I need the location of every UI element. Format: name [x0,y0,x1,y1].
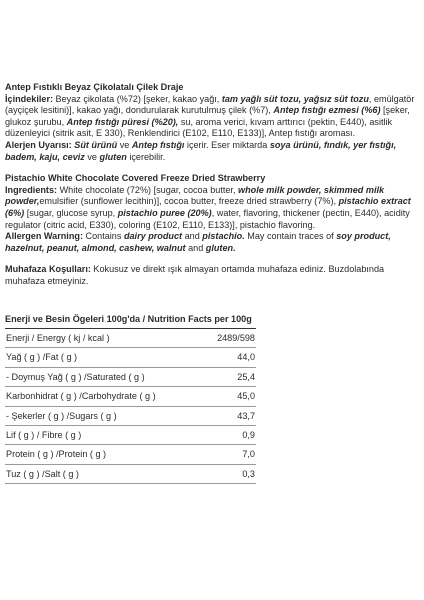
emphasis-text: Antep fıstığı püresi (%20), [66,116,179,127]
storage-label: Muhafaza Koşulları: [5,264,91,275]
turkish-allergen-warning [5,140,417,163]
english-ingredients-text [5,185,411,230]
storage-text: Kokusuz ve direkt ışık almayan ortamda muhafaza ediniz. Buzdolabında muhafaza etmeyiniz. [5,264,385,286]
nutrition-value: 2489/598 [217,333,255,344]
emphasis-text: Antep fıstığı [131,139,185,150]
nutrition-value: 25,4 [237,371,255,382]
body-text: [şeker, glukoz şurubu, [5,105,410,127]
nutrition-title: Enerji ve Besin Ögeleri 100g'da / Nutrition Facts per 100g [5,313,252,324]
body-text: White chocolate (72%) [sugar, cocoa butter, [57,184,239,195]
emphasis-text: whole milk powder, skimmed milk powder, [5,184,385,207]
body-text: içerir. Eser miktarda [184,139,270,150]
emphasis-text: pistachio. [202,231,245,242]
nutrition-value: 0,3 [242,468,255,479]
english-allergen-warning [5,231,417,254]
body-text: May contain traces of [244,231,337,242]
english-section [5,173,417,254]
body-text: , emülgatör (ayçiçek lesitini)], kakao yağı, dondurularak kurutulmuş çilek (%7), [5,93,415,116]
nutrition-label: Protein ( g ) /Protein ( g ) [6,449,107,460]
emphasis-text: pistachio extract (6%) [5,196,411,218]
body-text: Contains [82,231,124,242]
nutrition-label: Yağ ( g ) /Fat ( g ) [6,352,78,363]
body-text: and [182,231,203,242]
body-text: Beyaz çikolata (%72) [şeker, kakao yağı, [53,93,222,104]
turkish-product-title: Antep Fıstıklı Beyaz Çikolatalı Çilek Draje [5,82,184,92]
body-text: ve [84,151,100,162]
emphasis-text: dairy product [123,231,183,242]
body-text: and [185,242,206,253]
nutrition-label: - Doymuş Yağ ( g ) /Saturated ( g ) [6,371,145,382]
nutrition-value: 0,9 [242,430,255,441]
nutrition-label: Lif ( g ) / Fibre ( g ) [6,430,82,441]
nutrition-facts [5,314,417,485]
body-text: ve [117,139,132,150]
english-allergen-label: Allergen Warning: [5,231,83,242]
nutrition-row [5,329,256,348]
body-text: emulsifier (sunflower lecithin)], cocoa butter, freeze dried strawberry (7%), [39,196,339,207]
nutrition-row [5,465,256,484]
nutrition-label: Karbonhidrat ( g ) /Carbohydrate ( g ) [6,391,156,402]
nutrition-row [5,445,256,464]
nutrition-row [5,368,256,387]
emphasis-text: Antep fıstığı ezmesi (%6) [273,105,381,116]
turkish-ingredients-text [5,94,414,139]
turkish-section [5,82,417,163]
nutrition-label: Enerji / Energy ( kj / kcal ) [6,333,110,344]
nutrition-label: Tuz ( g ) /Salt ( g ) [6,468,79,479]
storage-conditions [5,264,417,287]
emphasis-text: gluten. [205,242,236,253]
nutrition-value: 45,0 [237,391,255,402]
nutrition-table [5,328,256,484]
body-text: su, aroma verici, kıvam arttırıcı (pektin, E440), asitlik düzenleyici (sitrik asit, E 330), Renklendirici (E102, E110, E133)], Antep fıstığı aroması. [5,116,393,139]
body-text: [sugar, glucose syrup, [24,207,118,218]
emphasis-text: soy product, hazelnut, peanut, almond, cashew, walnut [5,231,391,253]
nutrition-row [5,426,256,445]
nutrition-value: 43,7 [237,410,255,421]
nutrition-row [5,387,256,406]
turkish-ingredients [5,94,417,140]
english-ingredients-label: Ingredients: [5,184,58,195]
nutrition-row [5,348,256,367]
body-text: , water, flavoring, thickener (pectin, E440), acidity regulator (citric acid, E330), coloring (E102, E110, E133)], pistachio flavoring. [5,207,410,230]
emphasis-text: tam yağlı süt tozu, yağsız süt tozu [221,93,369,104]
english-ingredients [5,185,417,231]
emphasis-text: Süt ürünü [74,139,118,150]
emphasis-text: pistachio puree (20%) [117,207,212,218]
nutrition-value: 44,0 [237,352,255,363]
nutrition-value: 7,0 [242,449,255,460]
emphasis-text: soya ürünü, fındık, yer fıstığı, badem, kaju, ceviz [5,139,397,162]
nutrition-label: - Şekerler ( g ) /Sugars ( g ) [6,410,117,421]
nutrition-row [5,407,256,426]
turkish-ingredients-label: İçindekiler: [5,93,54,104]
label-document [5,82,417,484]
body-text: içerebilir. [126,151,166,162]
turkish-allergen-label: Alerjen Uyarısı: [5,139,72,150]
emphasis-text: gluten [99,151,127,162]
english-product-title: Pistachio White Chocolate Covered Freeze Dried Strawberry [5,173,266,184]
